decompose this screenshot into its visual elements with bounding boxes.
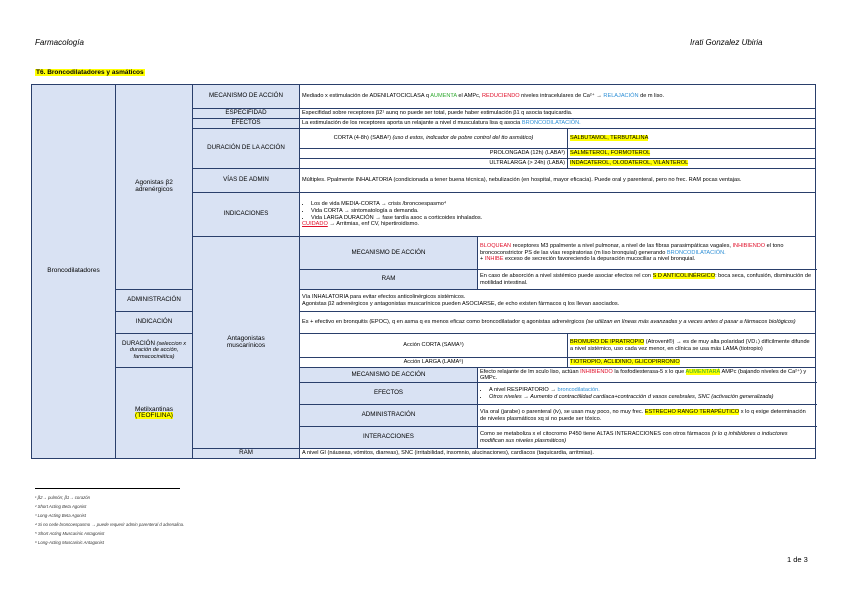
row-content: Vía oral (jarabe) o parenteral (iv), se usan muy poco, no muy frec. ESTRECHO RANGO TERAPÉUTICO x lo q exige determinación de niveles plasmáticos xq si no puede ser tóxico. bbox=[478, 405, 816, 427]
row-content: En caso de absorción a nivel sistémico puede asociar efectos rel con S D ANTICOLINÉRGICO: boca seca, confusión, disminución de motilidad intestinal. bbox=[478, 270, 816, 290]
effects-list bbox=[480, 387, 813, 400]
row-label: EFECTOS bbox=[193, 119, 300, 129]
footnote: ² Short Acting Beta Agonist bbox=[35, 504, 87, 510]
footnote-divider bbox=[35, 488, 180, 489]
group-antimusc: Antagonistas muscarínicos bbox=[193, 237, 300, 449]
duration-drugs: SALBUTAMOL, TERBUTALINA bbox=[568, 129, 816, 149]
row-content: Especifidad sobre receptores β2¹ aunq no puede ser total, puede haber estimulación β1 q asocia taquicardia. bbox=[300, 109, 816, 119]
row-content: Vía INHALATORIA para evitar efectos anticolinérgicos sistémicos. Agonistas β2 adrenérgicos y antagonistas muscarínicos pueden ASOCIARSE, de echo existen fármacos q los llevan asociados. bbox=[300, 290, 816, 312]
pharmacology-table bbox=[31, 84, 816, 459]
section-title: T6. Broncodilatadores y asmáticos bbox=[36, 69, 144, 76]
row-content: La estimulación de los receptores aporta un relajante a nivel d musculatura lisa q asocia BRONCODILATACIÓN. bbox=[300, 119, 816, 129]
duration-drugs: SALMETEROL, FORMOTEROL bbox=[568, 149, 816, 159]
duration-drugs: BROMURO DE IPRATROPIO (Atrovent®) → es de muy alta polaridad (VD↓) difícilmente difunde a nivel sistémico, uso cada vez menor, en clínica se usa más LAMA (tiotropio) bbox=[568, 334, 816, 358]
table-row bbox=[32, 290, 816, 312]
footnote: ⁴ Si no cede broncoespasmo → puede requerir admin parenteral d adrenalina. bbox=[35, 522, 185, 528]
table-row bbox=[32, 368, 816, 383]
footnote: ⁶ Long-Acting Muscarinic Antagonist bbox=[35, 540, 104, 546]
list-item: • A nivel RESPIRATORIO → broncodilatación. bbox=[489, 387, 813, 394]
row-content: Múltiples. Ppalmente INHALATORIA (condicionada a tener buena técnica), nebulización (en hospital, mayor eficacia). Puede oral y parenteral, pero no frec. RAM pocas ventajas. bbox=[300, 169, 816, 193]
row-label: INTERACCIONES bbox=[300, 427, 478, 449]
row-content: Es + efectivo en bronquitis (EPOC), q en asma q es menos eficaz como broncodilatador q agonistas adrenérgicos (se utilizan en líneas más avanzadas y a veces antes d pasar a fármacos biológicos) bbox=[300, 312, 816, 334]
row-content: A nivel GI (náuseas, vómitos, diarreas), SNC (irritabilidad, insomnio, alucinaciones), cardíacos (taquicardia, arritmias). bbox=[300, 449, 816, 459]
row-label: DURACIÓN DE LA ACCIÓN bbox=[193, 129, 300, 169]
page-number: 1 de 3 bbox=[787, 555, 808, 564]
duration-name: CORTA (4-8h) (SABA²) (uso d estos, indicador de pobre control del tto asmático) bbox=[300, 129, 568, 149]
category-cell: Broncodilatadores bbox=[32, 85, 116, 459]
footnote: ⁵ Short Acting Muscarinic Antagonist bbox=[35, 531, 105, 537]
duration-name: PROLONGADA (12h) (LABA³) bbox=[300, 149, 568, 159]
duration-drugs: INDACATEROL, OLODATEROL, VILANTEROL bbox=[568, 159, 816, 169]
list-item: • Otros niveles → Aumento d contractilidad cardiaca+contracción d vasos cerebrales, SNC (activación generalizada) bbox=[489, 394, 813, 401]
row-content: Mediado x estimulación de ADENILATOCICLASA q AUMENTA el AMPc, REDUCIENDO niveles intracelulares de Ca²⁺ → RELAJACIÓN de m liso. bbox=[300, 85, 816, 109]
row-label: EFECTOS bbox=[300, 383, 478, 405]
row-content: Como se metaboliza x el citocromo P450 tiene ALTAS INTERACCIONES con otros fármacos (x lo q inhibidores o inductores modifican sus niveles plasmáticos) bbox=[478, 427, 816, 449]
row-label: ADMINISTRACIÓN bbox=[300, 405, 478, 427]
row-label: MECANISMO DE ACCIÓN bbox=[193, 85, 300, 109]
row-label: RAM bbox=[193, 449, 300, 459]
list-item: • Vida LARGA DURACIÓN → fase tardía asoc a corticoides inhalados. bbox=[311, 215, 813, 222]
table-row bbox=[32, 334, 816, 358]
duration-drugs: TIOTROPIO, ACLIDINIO, GLICOPIRRONIO bbox=[568, 358, 816, 368]
list-item: • Los de vida MEDIA-CORTA → crisis /broncoespasmo⁴ bbox=[311, 201, 813, 208]
duration-name: Acción LARGA (LAMA⁶) bbox=[300, 358, 568, 368]
row-content: • Los de vida MEDIA-CORTA → crisis /broncoespasmo⁴ • Vida CORTA → sintomatología a demanda. • Vida LARGA DURACIÓN → fase tardía asoc a corticoides inhalados. CUIDADO → Arritmias, enf CV, hipertiroidismo. bbox=[300, 193, 816, 237]
duration-name: ULTRALARGA (> 24h) (LABA) bbox=[300, 159, 568, 169]
footnote: ¹ β2→ pulmón; β1→ corazón bbox=[35, 495, 91, 500]
row-content: BLOQUEAN receptores M3 ppalmente a nivel pulmonar, a nivel de las fibras parasimpáticas vagales, INHIBIENDO el tono broncoconstrictor PS de las vías respiratorias (m liso bronquial) generando BRONCODILATACIÓN. + INHIBE exceso de secreción favoreciendo la depuración mucociliar a nivel bronquial. bbox=[478, 237, 816, 270]
footnote: ³ Long-Acting Beta Agonist bbox=[35, 513, 86, 519]
list-item: • Vida CORTA → sintomatología a demanda. bbox=[311, 208, 813, 215]
footnotes bbox=[35, 493, 184, 548]
author-name: Irati Gonzalez Ubiria bbox=[690, 38, 763, 47]
group-metil: Metilxantinas (TEOFILINA) bbox=[116, 368, 193, 459]
indications-list bbox=[302, 201, 813, 221]
row-content: Efecto relajante de lm sculo liso, actúan INHIBIENDO la fosfodiesterasa-5 x lo que AUMENTARÁ AMPc (bajando niveles de Ca²⁺) y GMPc. bbox=[478, 368, 816, 383]
row-content bbox=[478, 383, 816, 405]
row-label: MECANISMO DE ACCIÓN bbox=[300, 237, 478, 270]
row-label: INDICACIÓN bbox=[116, 312, 193, 334]
row-label: VÍAS DE ADMIN bbox=[193, 169, 300, 193]
course-title: Farmacología bbox=[35, 38, 84, 47]
row-label: ESPECIFIDAD bbox=[193, 109, 300, 119]
duration-name: Acción CORTA (SAMA⁵) bbox=[300, 334, 568, 358]
group-beta2: Agonistas β2 adrenérgicos bbox=[116, 85, 193, 290]
table-row bbox=[32, 312, 816, 334]
row-label: ADMINISTRACIÓN bbox=[116, 290, 193, 312]
row-label: RAM bbox=[300, 270, 478, 290]
row-label: INDICACIONES bbox=[193, 193, 300, 237]
row-label: DURACIÓN (seleccion x duración de acción, farmacocinética) bbox=[116, 334, 193, 368]
table-row bbox=[32, 85, 816, 109]
row-label: MECANISMO DE ACCIÓN bbox=[300, 368, 478, 383]
